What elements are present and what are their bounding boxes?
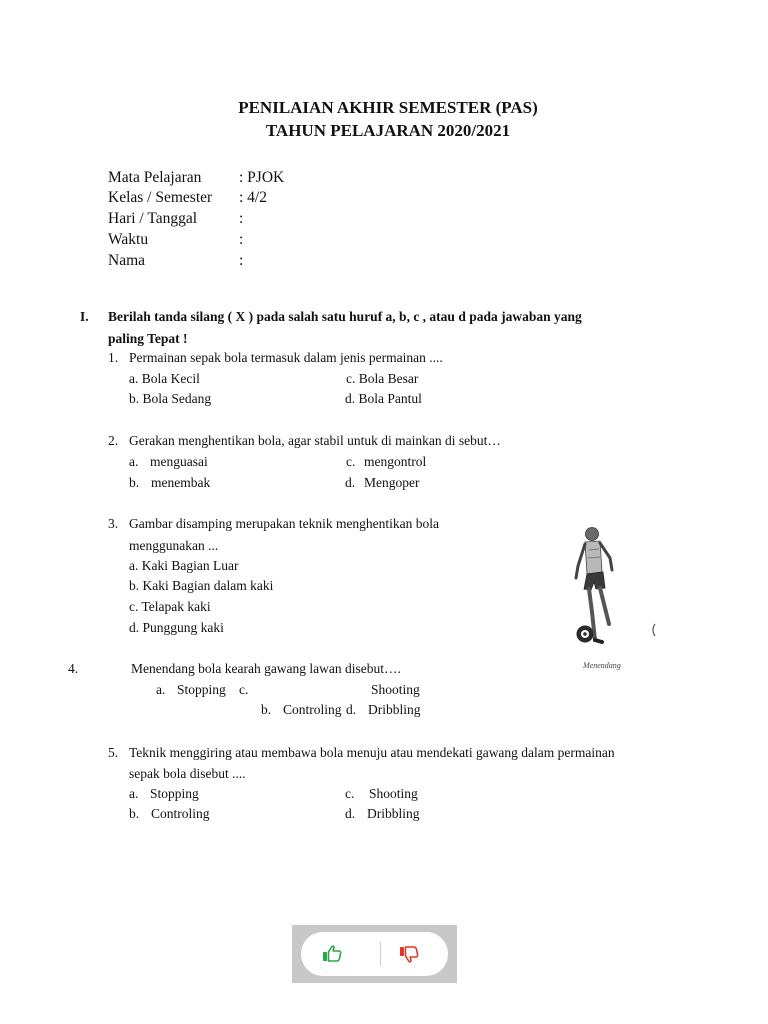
question-4-text: Menendang bola kearah gawang lawan disebut….: [131, 661, 401, 676]
thumbs-up-button[interactable]: [321, 942, 345, 966]
question-3-text-line1: Gambar disamping merupakan teknik menghentikan bola: [129, 516, 440, 531]
question-2-option-a-letter: a.: [129, 454, 139, 469]
question-2-number: 2.: [108, 433, 119, 448]
identity-value-date: :: [239, 210, 244, 227]
question-1-option-b: b. Bola Sedang: [129, 391, 212, 406]
identity-value-class: : 4/2: [239, 189, 267, 206]
question-4-option-c-letter: c.: [239, 682, 249, 697]
feedback-pill: [301, 932, 448, 976]
question-5-option-d-text: Dribbling: [367, 806, 420, 821]
question-4-option-a-letter: a.: [156, 682, 166, 697]
identity-value-subject: : PJOK: [239, 169, 285, 186]
question-1-option-d: d. Bola Pantul: [345, 391, 422, 406]
question-5-text-line1: Teknik menggiring atau membawa bola menuju atau mendekati gawang dalam permainan: [129, 745, 615, 760]
question-1-number: 1.: [108, 350, 119, 365]
question-5-option-c-letter: c.: [345, 786, 355, 801]
section-number: I.: [80, 309, 89, 324]
question-4-option-d-letter: d.: [346, 702, 357, 717]
question-4-number: 4.: [68, 661, 79, 676]
question-4-option-a-text: Stopping: [177, 682, 226, 697]
question-4-option-c-text: Shooting: [371, 682, 420, 697]
question-5-option-d-letter: d.: [345, 806, 356, 821]
question-2-option-a-text: menguasai: [150, 454, 208, 469]
identity-label-time: Waktu: [108, 231, 149, 248]
identity-label-class: Kelas / Semester: [108, 189, 213, 206]
section-instruction-line2: paling Tepat !: [108, 331, 188, 346]
thumbs-up-icon: [321, 942, 345, 966]
question-3-option-b: b. Kaki Bagian dalam kaki: [129, 578, 274, 593]
identity-value-time: :: [239, 231, 244, 248]
question-5-option-b-text: Controling: [151, 806, 210, 821]
question-5-text-line2: sepak bola disebut ....: [129, 766, 246, 781]
question-3-text-line2: menggunakan ...: [129, 538, 219, 553]
thumbs-down-icon: [398, 942, 422, 966]
identity-label-subject: Mata Pelajaran: [108, 169, 202, 186]
question-2-option-b-letter: b.: [129, 475, 140, 490]
question-2-option-c-text: mengontrol: [364, 454, 427, 469]
question-2-option-d-text: Mengoper: [364, 475, 420, 490]
question-3-option-a: a. Kaki Bagian Luar: [129, 558, 239, 573]
question-3-option-d: d. Punggung kaki: [129, 620, 224, 635]
thumbs-down-button[interactable]: [398, 942, 422, 966]
identity-label-date: Hari / Tanggal: [108, 210, 198, 227]
page-title-line2: TAHUN PELAJARAN 2020/2021: [265, 121, 511, 140]
question-5-option-a-text: Stopping: [150, 786, 199, 801]
section-instruction-line1: Berilah tanda silang ( X ) pada salah satu huruf a, b, c , atau d pada jawaban yang: [108, 309, 582, 324]
football-player-figure: [565, 520, 660, 680]
question-3-number: 3.: [108, 516, 119, 531]
question-5-option-a-letter: a.: [129, 786, 139, 801]
question-5-option-c-text: Shooting: [369, 786, 418, 801]
question-2-option-b-text: menembak: [151, 475, 211, 490]
question-1-option-a: a. Bola Kecil: [129, 371, 200, 386]
question-2-option-d-letter: d.: [345, 475, 356, 490]
question-5-option-b-letter: b.: [129, 806, 140, 821]
identity-label-name: Nama: [108, 252, 146, 269]
question-4-option-d-text: Dribbling: [368, 702, 421, 717]
question-4-option-b-letter: b.: [261, 702, 272, 717]
page-title-line1: PENILAIAN AKHIR SEMESTER (PAS): [238, 98, 538, 117]
question-1-option-c: c. Bola Besar: [346, 371, 419, 386]
figure-caption: Menendang: [583, 661, 621, 670]
question-3-option-c: c. Telapak kaki: [129, 599, 211, 614]
feedback-bar: [292, 925, 457, 983]
question-5-number: 5.: [108, 745, 119, 760]
question-2-option-c-letter: c.: [346, 454, 356, 469]
question-4-option-b-text: Controling: [283, 702, 342, 717]
question-2-text: Gerakan menghentikan bola, agar stabil untuk di mainkan di sebut…: [129, 433, 501, 448]
player-illustration: [565, 520, 660, 680]
feedback-divider: [380, 942, 381, 966]
question-1-text: Permainan sepak bola termasuk dalam jenis permainan ....: [129, 350, 443, 365]
identity-value-name: :: [239, 252, 244, 269]
